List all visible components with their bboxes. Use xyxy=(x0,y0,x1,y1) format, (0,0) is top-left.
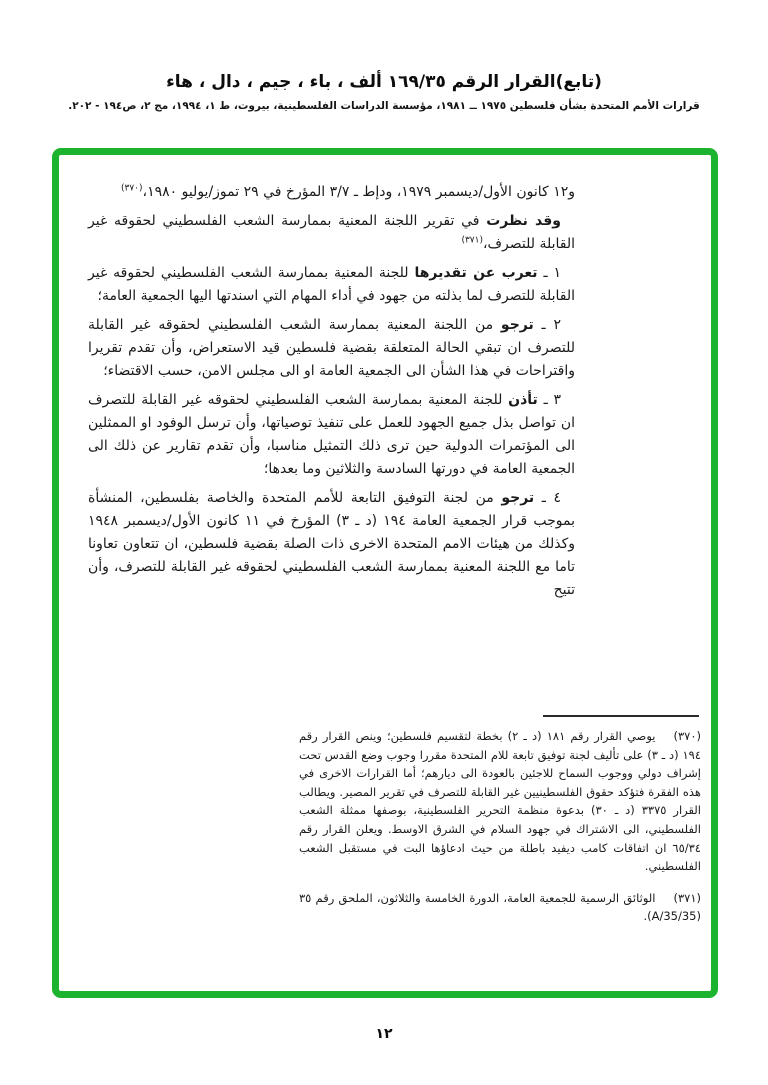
body-paragraph xyxy=(88,314,575,383)
footnote-text: يوصي القرار رقم ١٨١ (د ـ ٢) بخطة لتقسيم فلسطين؛ وينص القرار رقم ١٩٤ (د ـ ٣) على تأليف لجنة توفيق تابعة للام المتحدة مقررا وجوب وضع القدس تحت إشراف دولي ووجوب السماح للاجئين بالعودة الى ديارهم؛ أما القرارات الاخرى في هذه الفقرة فتؤكد حقوق الفلسطينيين غير القابلة للتصرف في تقرير المصير. ويطالب القرار ٣٣٧٥ (د ـ ٣٠) بدعوة منظمة التحرير الفلسطينية، بوصفها ممثلة الشعب الفلسطيني، الى الاشتراك في جهود السلام في الشرق الاوسط. ويعلن القرار رقم ٦٥/٣٤ ان اتفاقات كامب ديفيد باطلة من حيث ادعاؤها البت في مستقبل الشعب الفلسطيني. xyxy=(299,729,702,874)
paragraph-lead-bold: تأذن xyxy=(508,392,538,408)
footnote-marker: (٣٧٠) xyxy=(673,729,701,743)
page-header xyxy=(0,72,768,112)
paragraph-text: للجنة المعنية بممارسة الشعب الفلسطيني لحقوقه غير القابلة للتصرف ان تواصل بذل جميع الجهود للعمل على تنفيذ توصياتها، وأن ترسل الوفود او الممثلين الى المؤتمرات الدولية حين ترى ذلك التمثيل مناسبا، وأن تقدم تقارير عن ذلك الى الجمعية العامة في دورتها السادسة والثلاثين وما بعدها؛ xyxy=(88,392,575,477)
paragraph-text: و١٢ كانون الأول/ديسمبر ١٩٧٩، ودإط ـ ٣/٧ المؤرخ في ٢٩ تموز/يوليو ١٩٨٠، xyxy=(142,184,575,200)
source-citation: قرارات الأمم المتحدة بشأن فلسطين ١٩٧٥ ــ ١٩٨١، مؤسسة الدراسات الفلسطينية، بيروت، ط ١، ١٩٩٤، مج ٢، ص١٩٤ - ٢٠٢. xyxy=(68,100,700,112)
resolution-title: (تابع)القرار الرقم ١٦٩/٣٥ ألف ، باء ، جيم ، دال ، هاء xyxy=(166,72,602,92)
paragraph-number: ٤ ـ xyxy=(534,490,561,506)
body-paragraph xyxy=(88,181,575,204)
paragraph-lead-bold: تعرب عن تقديرها xyxy=(414,265,538,281)
footnote-text: الوثائق الرسمية للجمعية العامة، الدورة الخامسة والثلاثون، الملحق رقم ٣٥ (A/35/35). xyxy=(299,890,701,924)
paragraph-text: من لجنة التوفيق التابعة للأمم المتحدة والخاصة بفلسطين، المنشأة بموجب قرار الجمعية العامة ١٩٤ (د ـ ٣) المؤرخ في ١١ كانون الأول/ديسمبر ١٩٤٨ وكذلك من هيئات الامم المتحدة الاخرى ذات الصلة بقضية فلسطين، ان تتعاون تعاونا تاما مع اللجنة المعنية بممارسة الشعب الفلسطيني لحقوقه غير القابلة للتصرف، وأن تتيح xyxy=(88,490,575,598)
paragraph-text: للجنة المعنية بممارسة الشعب الفلسطيني لحقوقه غير القابلة للتصرف لما بذلته من جهود في أداء المهام التي اسندتها اليها الجمعية العامة؛ xyxy=(88,265,575,304)
paragraph-number: ١ ـ xyxy=(537,265,561,281)
green-highlight-frame xyxy=(52,148,718,998)
footnote xyxy=(299,727,701,876)
page-number: ١٢ xyxy=(375,1026,393,1042)
paragraph-number: ٢ ـ xyxy=(533,317,561,333)
footnote-reference: (٣٧١) xyxy=(461,235,483,246)
footnote-area xyxy=(299,715,701,939)
body-paragraphs xyxy=(88,181,575,608)
footnote-list xyxy=(299,727,701,926)
footnote-marker: (٣٧١) xyxy=(673,890,701,905)
body-paragraph xyxy=(88,487,575,602)
footnote-separator xyxy=(543,715,699,717)
body-paragraph xyxy=(88,262,575,308)
body-paragraph xyxy=(88,210,575,256)
paragraph-lead-bold: ترجو xyxy=(500,317,534,333)
paragraph-text: في تقرير اللجنة المعنية بممارسة الشعب الفلسطيني لحقوقه غير القابلة للتصرف، xyxy=(88,213,575,252)
paragraph-text: من اللجنة المعنية بممارسة الشعب الفلسطيني لحقوقه غير القابلة للتصرف ان تبقي الحالة المتعلقة بقضية فلسطين قيد الاستعراض، وأن تقدم تقريرا واقتراحات في هذا الشأن الى الجمعية العامة او الى مجلس الامن، حسب الاقتضاء؛ xyxy=(88,317,575,379)
paragraph-number: ٣ ـ xyxy=(537,392,561,408)
paragraph-lead-bold: وقد نظرت xyxy=(486,213,561,229)
footnote-reference: (٣٧٠) xyxy=(120,183,143,194)
body-paragraph xyxy=(88,389,575,481)
footnote xyxy=(299,889,701,926)
paragraph-lead-bold: ترجو xyxy=(501,490,535,506)
